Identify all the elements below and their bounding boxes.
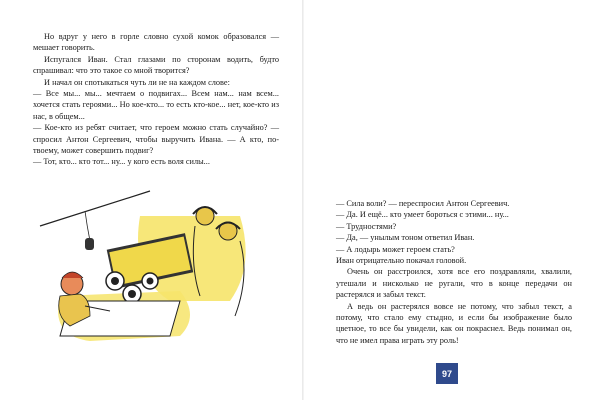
studio-illustration [30, 186, 276, 346]
paragraph: А ведь он растерялся вовсе не потому, что забыл текст, а потому, что стало ему стыдно, и если бы изображение было цветное, то все бы увидели, как он покраснел. Ведь понимал он, что не имел права играть эту роль! [336, 301, 572, 345]
page-number: 97 [436, 363, 458, 384]
paragraph: — Трудностями? [336, 221, 397, 231]
paragraph: Очень он расстроился, хотя все его поздравляли, хвалили, утешали и нисколько не ругали, что в конце передачи он растерялся и забыл текст. [336, 267, 572, 300]
paragraph: — Все мы... мы... мечтаем о подвигах... Всем нам... нам всем... хочется стать героями... Но кое-кто... то есть кто-кое... нет, кое-кто из нас, в общем... [33, 89, 279, 121]
paragraph: — Тот, кто... кто тот... ну... у кого есть воля силы... [33, 157, 210, 167]
paragraph: — Кое-кто из ребят считает, что героем можно стать случайно? — спросил Антон Сергеевич, чтобы выручить Ивана. — А кто, по-твоему, может совершить подвиг? [33, 123, 279, 156]
paragraph: Но вдруг у него в горле словно сухой комок образовался — мешает говорить. [33, 32, 279, 53]
paragraph: Испугался Иван. Стал глазами по сторонам водить, будто спрашивал: что это такое со мной творится? [33, 54, 279, 76]
paragraph: — Да. И ещё... кто умеет бороться с этими... ну... [336, 210, 509, 220]
left-page-text [33, 31, 279, 168]
paragraph: — Сила воли? — переспросил Антон Сергеевич. [336, 199, 510, 208]
paragraph: Иван отрицательно покачал головой. [336, 256, 467, 266]
paragraph: — А лодырь может героем стать? [336, 244, 455, 254]
right-page-text [336, 198, 572, 346]
left-page [0, 0, 302, 400]
right-page [304, 0, 608, 400]
paragraph: И начал он спотыкаться чуть ли не на каждом слове: [44, 77, 230, 87]
paragraph: — Да, — унылым тоном ответил Иван. [336, 233, 475, 243]
